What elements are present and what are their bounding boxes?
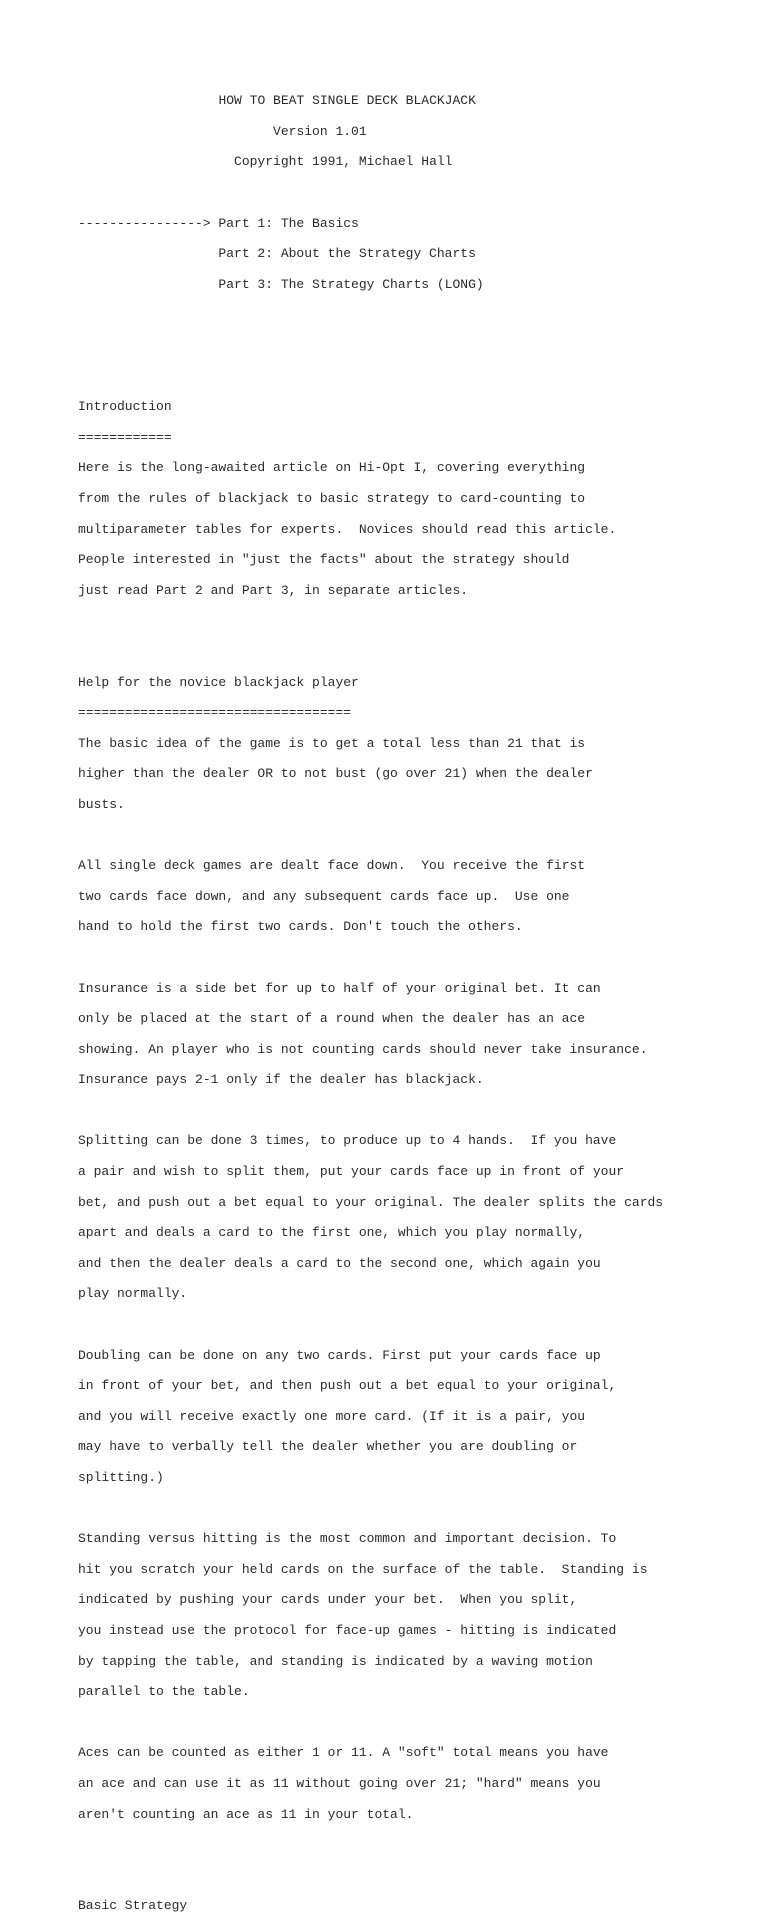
text-line: Standing versus hitting is the most common and important decision. To — [78, 1531, 617, 1547]
toc-item-part-2: Part 2: About the Strategy Charts — [78, 246, 476, 262]
text-line: All single deck games are dealt face down. You receive the first — [78, 858, 586, 874]
text-line: hand to hold the first two cards. Don't touch the others. — [78, 919, 523, 935]
text-line: parallel to the table. — [78, 1684, 250, 1700]
text-line: People interested in "just the facts" about the strategy should — [78, 552, 570, 568]
document-copyright: Copyright 1991, Michael Hall — [234, 154, 453, 170]
text-line: an ace and can use it as 11 without going over 21; "hard" means you — [78, 1775, 601, 1791]
text-line: you instead use the protocol for face-up games - hitting is indicated — [78, 1622, 617, 1638]
intro-heading: Introduction — [78, 399, 172, 415]
text-line: Splitting can be done 3 times, to produce up to 4 hands. If you have — [78, 1133, 617, 1149]
text-line: only be placed at the start of a round when the dealer has an ace — [78, 1011, 586, 1027]
text-line: from the rules of blackjack to basic strategy to card-counting to — [78, 491, 586, 507]
text-line: splitting.) — [78, 1470, 164, 1486]
text-line: multiparameter tables for experts. Novices should read this article. — [78, 521, 617, 537]
novice-underline: =================================== — [78, 705, 352, 721]
text-line: The basic idea of the game is to get a total less than 21 that is — [78, 735, 586, 751]
text-line: Doubling can be done on any two cards. First put your cards face up — [78, 1347, 601, 1363]
novice-heading: Help for the novice blackjack player — [78, 674, 359, 690]
text-line: indicated by pushing your cards under your bet. When you split, — [78, 1592, 578, 1608]
text-line: Here is the long-awaited article on Hi-Opt I, covering everything — [78, 460, 586, 476]
text-line: just read Part 2 and Part 3, in separate articles. — [78, 582, 469, 598]
text-line: hit you scratch your held cards on the surface of the table. Standing is — [78, 1561, 648, 1577]
text-line: busts. — [78, 796, 125, 812]
basic-strategy-heading: Basic Strategy — [78, 1898, 188, 1914]
text-line: two cards face down, and any subsequent cards face up. Use one — [78, 888, 570, 904]
document-title: HOW TO BEAT SINGLE DECK BLACKJACK — [218, 93, 476, 109]
text-line: in front of your bet, and then push out a bet equal to your original, — [78, 1378, 617, 1394]
text-line: aren't counting an ace as 11 in your total. — [78, 1806, 414, 1822]
toc-item-part-3: Part 3: The Strategy Charts (LONG) — [78, 276, 484, 292]
text-line: apart and deals a card to the first one, which you play normally, — [78, 1225, 586, 1241]
text-line: may have to verbally tell the dealer whether you are doubling or — [78, 1439, 578, 1455]
text-line: higher than the dealer OR to not bust (go over 21) when the dealer — [78, 766, 593, 782]
document-version: Version 1.01 — [273, 123, 367, 139]
document-text — [78, 78, 663, 1929]
text-line: play normally. — [78, 1286, 188, 1302]
text-line: and you will receive exactly one more card. (If it is a pair, you — [78, 1408, 586, 1424]
text-line: by tapping the table, and standing is indicated by a waving motion — [78, 1653, 593, 1669]
text-line: and then the dealer deals a card to the second one, which again you — [78, 1255, 601, 1271]
intro-underline: ============ — [78, 429, 172, 445]
text-line: bet, and push out a bet equal to your original. The dealer splits the cards — [78, 1194, 664, 1210]
text-line: showing. An player who is not counting cards should never take insurance. — [78, 1041, 648, 1057]
text-line: Insurance is a side bet for up to half of your original bet. It can — [78, 980, 601, 996]
text-line: a pair and wish to split them, put your cards face up in front of your — [78, 1164, 625, 1180]
text-line: Insurance pays 2-1 only if the dealer has blackjack. — [78, 1072, 484, 1088]
toc-item-part-1: ----------------> Part 1: The Basics — [78, 215, 359, 231]
text-line: Aces can be counted as either 1 or 11. A "soft" total means you have — [78, 1745, 609, 1761]
